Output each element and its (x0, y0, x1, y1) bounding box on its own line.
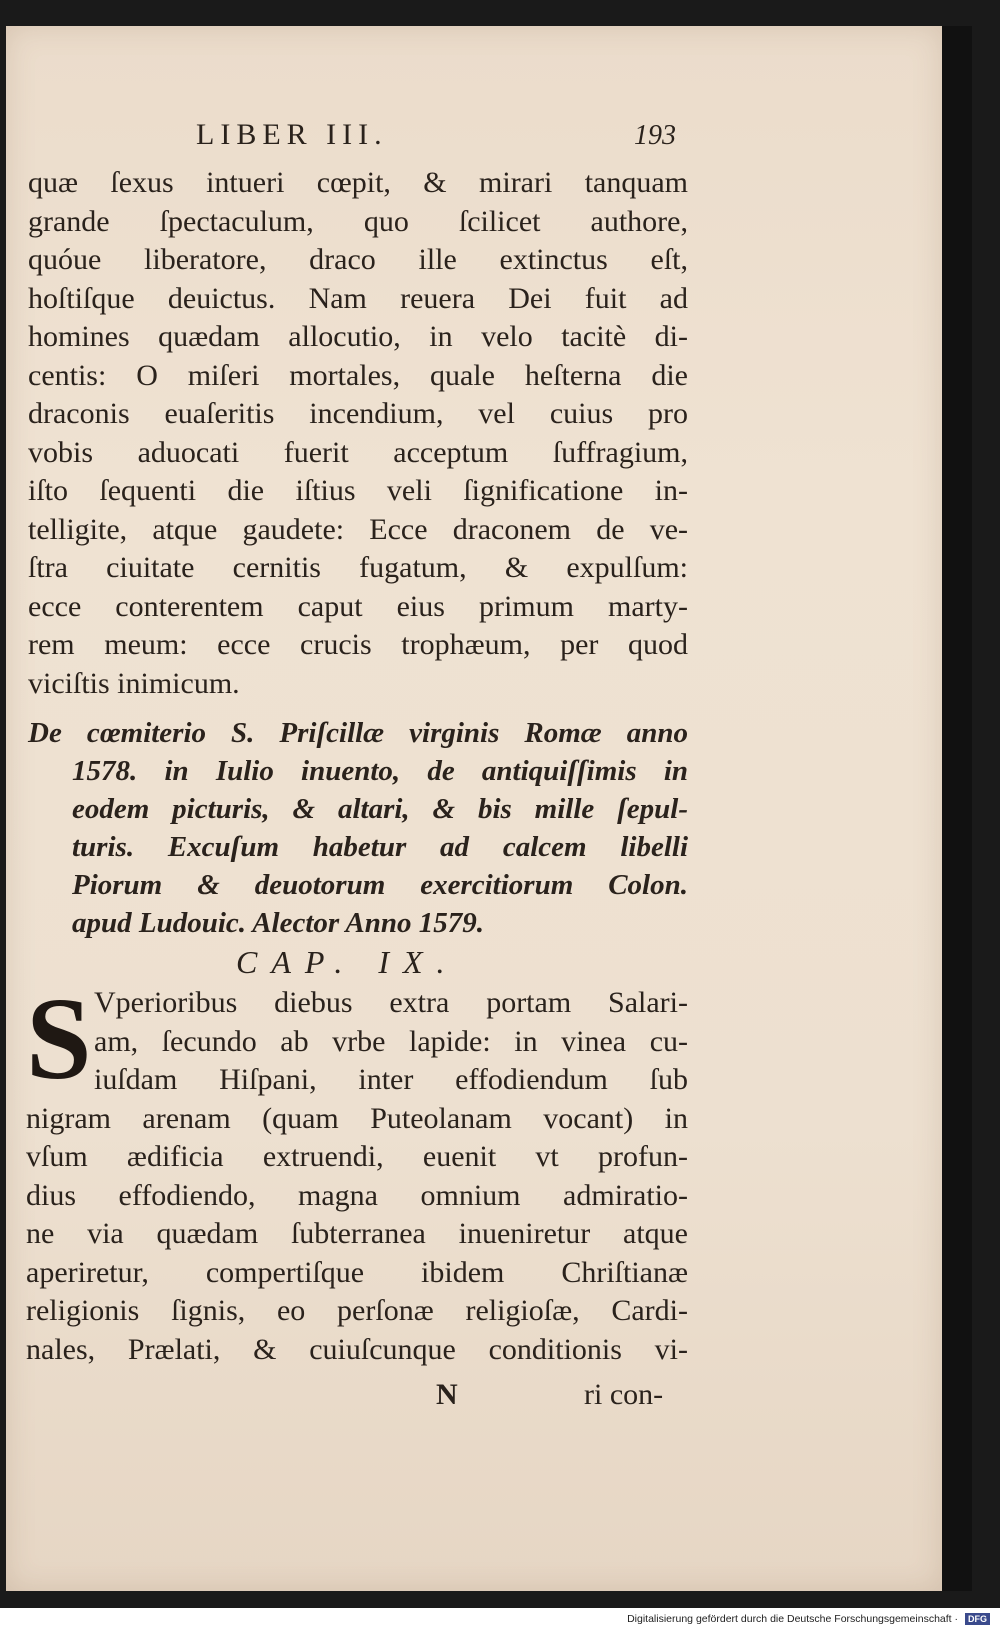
text-line: religionis ſignis, eo perſonæ religioſæ, Cardi- (26, 1294, 688, 1327)
section-heading (28, 714, 688, 942)
text-line: ne via quædam ſubterranea inueniretur atque (26, 1217, 688, 1250)
paragraph-2 (26, 973, 688, 1369)
text-line: centis: O miſeri mortales, quale heſterna die (28, 358, 688, 392)
heading-line: apud Ludouic. Alector Anno 1579. (72, 907, 484, 939)
text-line: vſum ædificia extruendi, euenit vt profun- (26, 1140, 688, 1173)
text-line: draconis euaſeritis incendium, vel cuius pro (28, 397, 688, 430)
heading-line: eodem picturis, & altari, & bis mille ſepul- (72, 793, 688, 825)
text-line: telligite, atque gaudete: Ecce draconem de ve- (28, 512, 688, 546)
text-line: hoſtiſque deuictus. Nam reuera Dei fuit ad (28, 281, 688, 315)
text-line: quæ ſexus intueri cœpit, & mirari tanquam (28, 166, 688, 199)
text-line: grande ſpectaculum, quo ſcilicet authore, (28, 204, 688, 238)
footer-credit: Digitalisierung gefördert durch die Deutsche Forschungsgemeinschaft · (627, 1613, 958, 1625)
page-number: 193 (634, 120, 676, 151)
text-line: iuſdam Hiſpani, inter effodiendum ſub (94, 1063, 688, 1096)
running-head: LIBER III. (196, 118, 388, 151)
heading-line: De cœmiterio S. Priſcillæ virginis Romæ anno (28, 717, 688, 749)
text-line: aperiretur, compertiſque ibidem Chriſtianæ (26, 1255, 688, 1289)
page-edge (942, 26, 972, 1591)
drop-capital: S (26, 973, 92, 1104)
text-line: rem meum: ecce crucis trophæum, per quod (28, 628, 688, 661)
page-foot (6, 1378, 706, 1418)
text-line: nales, Prælati, & cuiuſcunque conditionis vi- (26, 1332, 688, 1366)
text-line: am, ſecundo ab vrbe lapide: in vinea cu- (94, 1024, 688, 1058)
heading-line: turis. Excuſum habetur ad calcem libelli (72, 831, 688, 863)
digitization-footer (0, 1608, 1000, 1632)
text-line: nigram arenam (quam Puteolanam vocant) in (26, 1101, 688, 1135)
catchword: ri con- (584, 1378, 664, 1411)
text-line: Vperioribus diebus extra portam Salari- (94, 986, 688, 1019)
text-line: ſtra ciuitate cernitis fugatum, & expulſum: (28, 551, 688, 584)
signature-mark: N (436, 1378, 458, 1411)
paragraph-1 (28, 164, 688, 703)
text-line: ecce conterentem caput eius primum marty- (28, 589, 688, 623)
text-line: dius effodiendo, magna omnium admiratio- (26, 1178, 688, 1212)
dfg-logo: DFG (965, 1613, 990, 1625)
text-line: quóue liberatore, draco ille extinctus eſt, (28, 243, 688, 276)
heading-line: 1578. in Iulio inuento, de antiquiſſimis in (72, 755, 688, 787)
chapter-title: CAP. IX. (236, 944, 459, 980)
text-line: homines quædam allocutio, in velo tacitè di- (28, 320, 688, 353)
book-page (6, 26, 942, 1591)
text-line: iſto ſequenti die iſtius veli ſignificatione in- (28, 474, 688, 507)
text-line: viciſtis inimicum. (28, 666, 240, 700)
text-line: vobis aduocati fuerit acceptum ſuffragium, (28, 435, 688, 469)
page-header (6, 118, 942, 158)
heading-line: Piorum & deuotorum exercitiorum Colon. (72, 869, 688, 901)
